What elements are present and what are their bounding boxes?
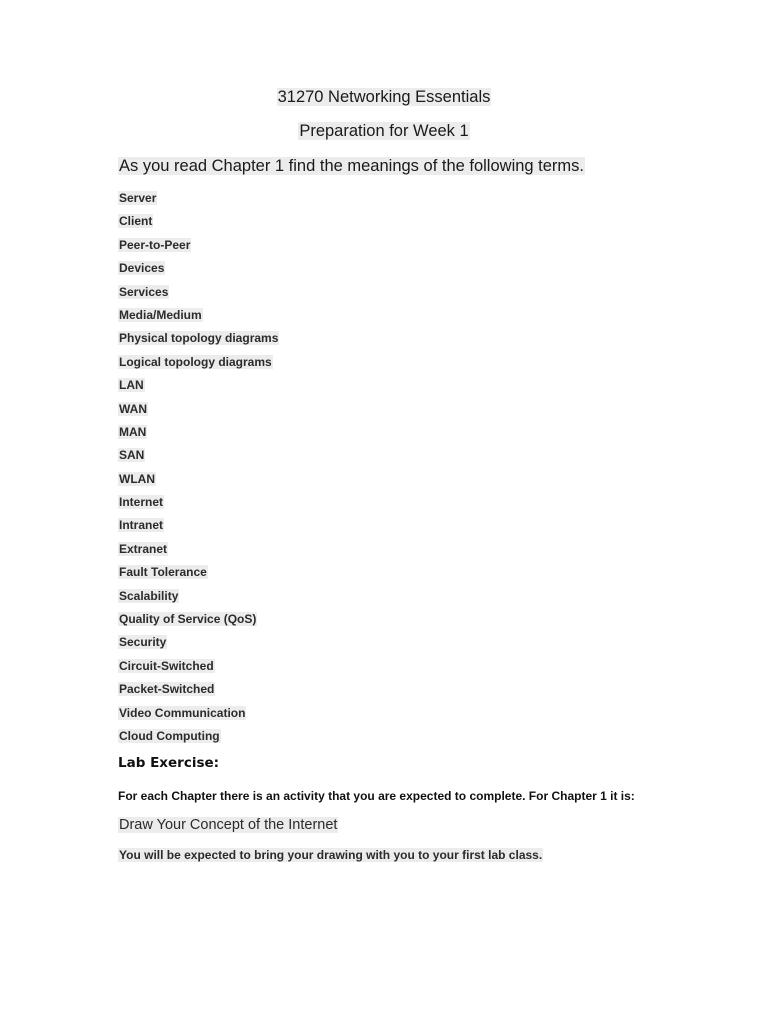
term-label: Circuit-Switched bbox=[119, 658, 214, 673]
activity-title-text: Draw Your Concept of the Internet bbox=[119, 817, 338, 833]
list-item bbox=[118, 190, 279, 213]
list-item bbox=[118, 330, 279, 353]
term-label: Packet-Switched bbox=[119, 682, 215, 697]
term-label: Client bbox=[119, 214, 153, 229]
list-item bbox=[118, 541, 279, 564]
lab-exercise-heading: Lab Exercise: bbox=[118, 755, 220, 771]
list-item bbox=[118, 213, 279, 236]
activity-note-text: You will be expected to bring your drawing with you to your first lab class. bbox=[119, 848, 543, 862]
term-label: Cloud Computing bbox=[119, 728, 220, 743]
list-item bbox=[118, 728, 279, 751]
list-item bbox=[118, 401, 279, 424]
list-item bbox=[118, 447, 279, 470]
list-item bbox=[118, 705, 279, 728]
term-label: Peer-to-Peer bbox=[119, 237, 191, 252]
term-label: Physical topology diagrams bbox=[119, 331, 279, 346]
term-label: Video Communication bbox=[119, 705, 246, 720]
term-label: Server bbox=[119, 191, 157, 205]
instruction-heading bbox=[118, 157, 585, 176]
prep-title-text: Preparation for Week 1 bbox=[299, 122, 469, 140]
activity-note bbox=[118, 848, 543, 862]
term-label: Fault Tolerance bbox=[119, 565, 207, 580]
activity-title bbox=[118, 817, 338, 833]
term-label: Extranet bbox=[119, 541, 168, 556]
list-item bbox=[118, 611, 279, 634]
list-item bbox=[118, 564, 279, 587]
list-item bbox=[118, 354, 279, 377]
term-label: LAN bbox=[119, 378, 144, 393]
course-title bbox=[0, 88, 768, 107]
list-item bbox=[118, 471, 279, 494]
term-label: Security bbox=[119, 635, 167, 650]
list-item bbox=[118, 681, 279, 704]
list-item bbox=[118, 284, 279, 307]
instruction-text: As you read Chapter 1 find the meanings of the following terms. bbox=[119, 157, 585, 175]
lab-description: For each Chapter there is an activity that you are expected to complete. For Chapter 1 it is: bbox=[118, 789, 635, 803]
list-item bbox=[118, 424, 279, 447]
term-label: Devices bbox=[119, 261, 165, 276]
terms-list bbox=[118, 190, 279, 751]
list-item bbox=[118, 517, 279, 540]
term-label: Intranet bbox=[119, 518, 164, 533]
term-label: WLAN bbox=[119, 471, 155, 486]
list-item bbox=[118, 634, 279, 657]
term-label: Logical topology diagrams bbox=[119, 354, 272, 369]
list-item bbox=[118, 658, 279, 681]
term-label: Quality of Service (QoS) bbox=[119, 612, 257, 627]
course-title-text: 31270 Networking Essentials bbox=[277, 88, 491, 106]
list-item bbox=[118, 307, 279, 330]
term-label: Internet bbox=[119, 495, 164, 510]
list-item bbox=[118, 494, 279, 517]
term-label: WAN bbox=[119, 401, 147, 416]
list-item bbox=[118, 260, 279, 283]
prep-title bbox=[0, 122, 768, 141]
term-label: SAN bbox=[119, 448, 145, 463]
term-label: MAN bbox=[119, 424, 147, 439]
term-label: Scalability bbox=[119, 588, 179, 603]
list-item bbox=[118, 237, 279, 260]
list-item bbox=[118, 377, 279, 400]
term-label: Services bbox=[119, 284, 169, 299]
list-item bbox=[118, 588, 279, 611]
term-label: Media/Medium bbox=[119, 307, 202, 322]
